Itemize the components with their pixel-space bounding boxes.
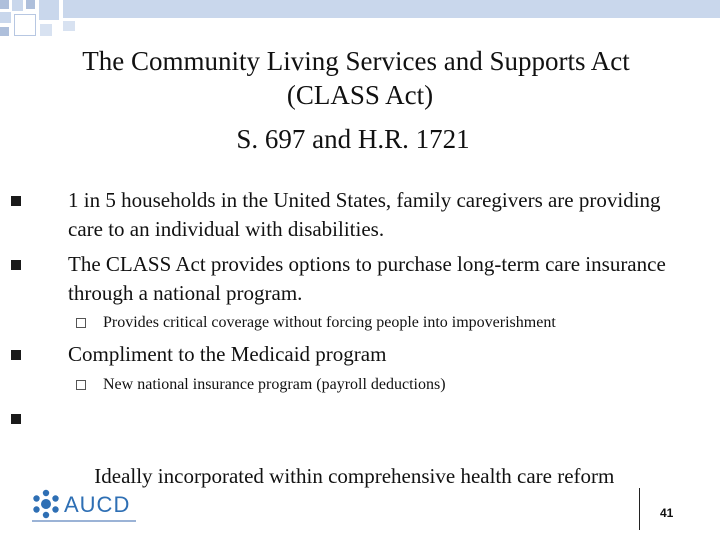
sub-bullet-text: New national insurance program (payroll deductions)	[103, 376, 446, 393]
title-line-1: The Community Living Services and Supports Act	[82, 46, 630, 76]
slide-title	[0, 44, 720, 156]
aucd-logo-icon	[28, 486, 188, 526]
bullet-item	[68, 340, 678, 369]
sub-bullet-item	[103, 312, 693, 334]
aucd-logo	[28, 486, 188, 526]
bullet-text: Compliment to the Medicaid program	[68, 342, 387, 366]
bullet-text: Ideally incorporated within comprehensive health care reform	[89, 464, 615, 488]
title-line-3: S. 697 and H.R. 1721	[236, 124, 470, 154]
bullet-item	[68, 186, 678, 244]
sub-bullet-text: Provides critical coverage without forcing people into impoverishment	[103, 314, 556, 331]
title-line-2: (CLASS Act)	[286, 80, 434, 110]
page-number: 41	[660, 506, 674, 520]
bullet-text: The CLASS Act provides options to purchase long-term care insurance through a national program.	[68, 252, 666, 305]
logo-wordmark: AUCD	[64, 492, 131, 517]
page-number-rule	[639, 488, 640, 530]
square-bullet-icon	[11, 260, 21, 270]
square-bullet-icon	[11, 414, 21, 424]
square-bullet-icon	[11, 350, 21, 360]
bullet-text: 1 in 5 households in the United States, family caregivers are providing care to an individual with disabilities.	[68, 188, 661, 241]
checkbox-bullet-icon	[76, 380, 86, 390]
square-bullet-icon	[11, 196, 21, 206]
bullet-item	[68, 250, 678, 308]
decorative-squares	[0, 0, 720, 45]
sub-bullet-item	[103, 374, 693, 396]
checkbox-bullet-icon	[76, 318, 86, 328]
